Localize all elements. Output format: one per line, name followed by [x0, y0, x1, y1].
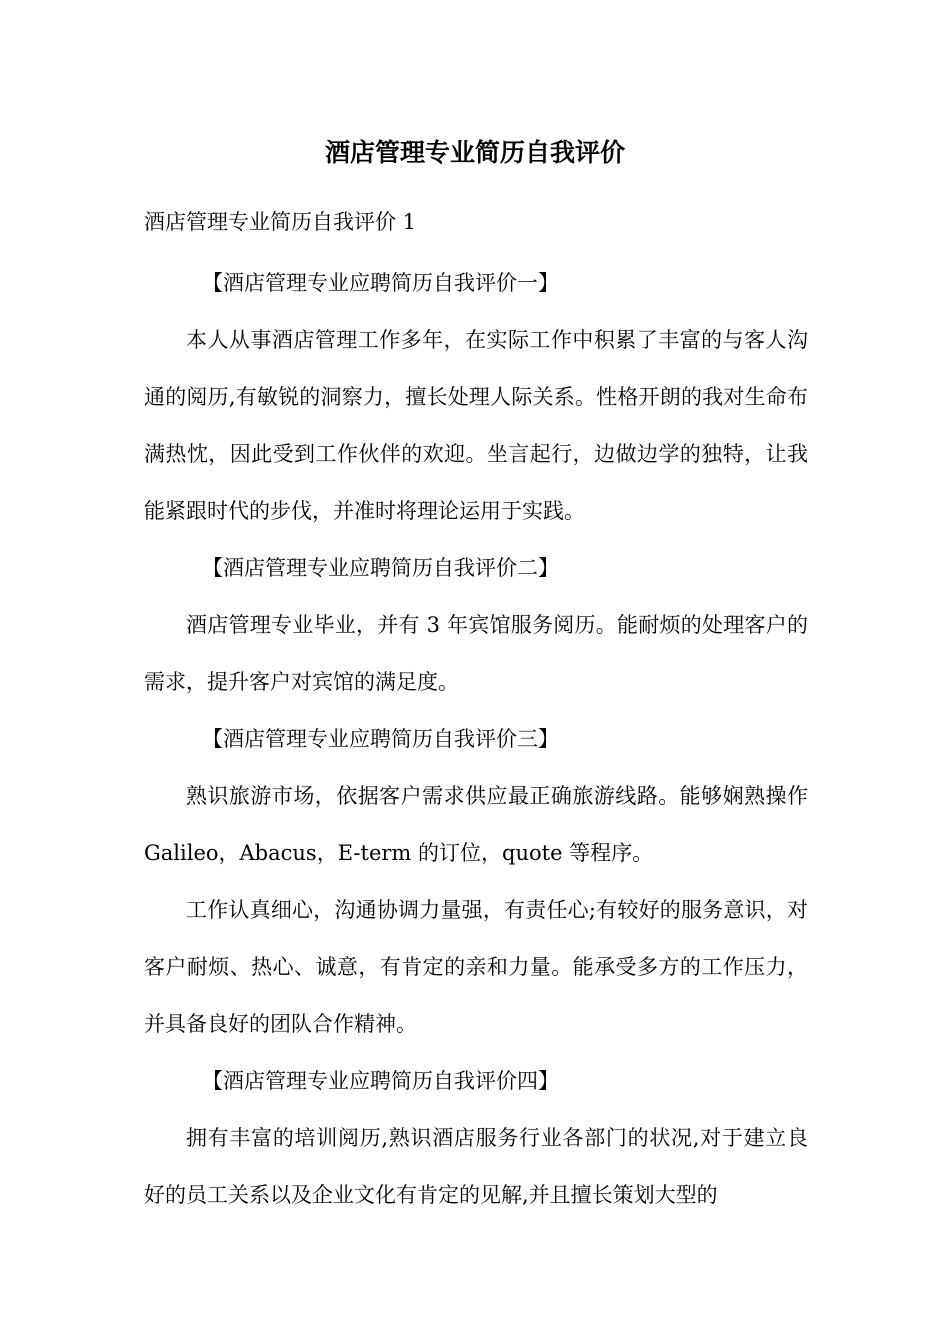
document-body: [144, 255, 808, 1224]
section-heading-1: 【酒店管理专业应聘简历自我评价一】: [202, 271, 559, 295]
paragraph-4: 工作认真细心，沟通协调力量强，有责任心;有较好的服务意识，对客户耐烦、热心、诚意，有肯定的亲和力量。能承受多方的工作压力，并具备良好的团队合作精神。: [144, 898, 808, 1036]
paragraph-1: 本人从事酒店管理工作多年，在实际工作中积累了丰富的与客人沟通的阅历,有敏锐的洞察力，擅长处理人际关系。性格开朗的我对生命布满热忱，因此受到工作伙伴的欢迎。坐言起行，边做边学的独特，让我能紧跟时代的步伐，并准时将理论运用于实践。: [144, 328, 808, 523]
paragraph-2: 酒店管理专业毕业，并有 3 年宾馆服务阅历。能耐烦的处理客户的需求，提升客户对宾馆的满足度。: [144, 613, 808, 694]
section-heading-3: 【酒店管理专业应聘简历自我评价三】: [202, 727, 559, 751]
document-title: 酒店管理专业简历自我评价: [324, 138, 625, 167]
section-heading-2: 【酒店管理专业应聘简历自我评价二】: [202, 556, 559, 580]
section-heading-4: 【酒店管理专业应聘简历自我评价四】: [202, 1069, 559, 1093]
paragraph-3: 熟识旅游市场，依据客户需求供应最正确旅游线路。能够娴熟操作 Galileo，Abacus，E-term 的订位，quote 等程序。: [144, 784, 808, 865]
paragraph-5: 拥有丰富的培训阅历,熟识酒店服务行业各部门的状况,对于建立良好的员工关系以及企业文化有肯定的见解,并且擅长策划大型的: [144, 1126, 808, 1207]
document-subtitle: 酒店管理专业简历自我评价 1: [144, 210, 417, 234]
